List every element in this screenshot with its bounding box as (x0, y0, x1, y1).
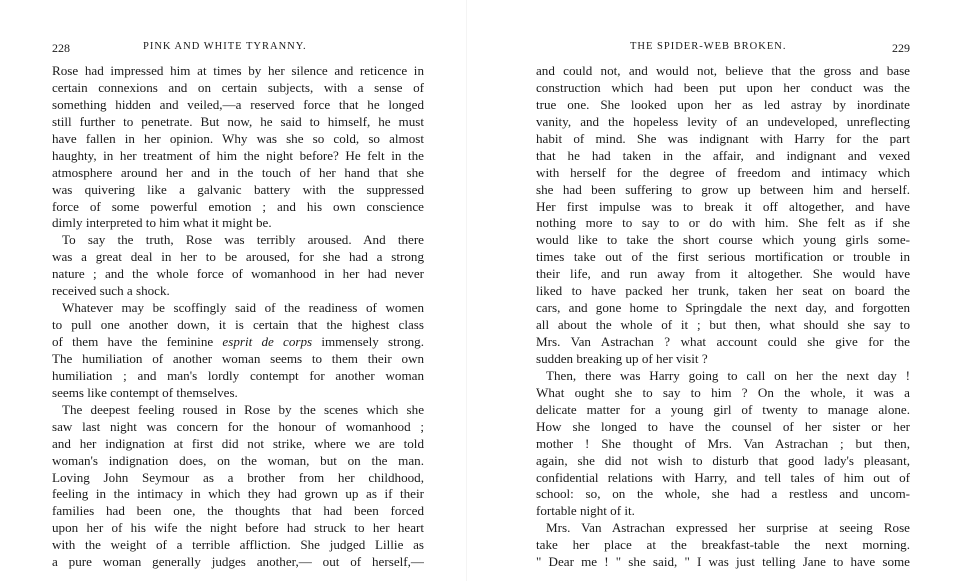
text-line: again, she did not wish to disturb that good lady's pleasant, (536, 452, 910, 468)
text-line: atmosphere around her and in the touch of her hand that she (52, 164, 424, 180)
text-line: The humiliation of another woman seems to them their own (52, 350, 424, 366)
text-line: woman's indignation does, on the woman, but on the man. (52, 452, 424, 468)
text-line: liked to have packed her trunk, taken her seat on board the (536, 283, 910, 299)
book-gutter (466, 0, 467, 581)
text-line: times take out of the first serious mortification or trouble in (536, 249, 910, 265)
text-line: families had been one, the thoughts that had been forced (52, 503, 424, 519)
text-line: take her place at the breakfast-table the next morning. (536, 537, 910, 553)
text-line: dimly interpreted to him what it might be. (52, 215, 272, 231)
text-line: construction which had been put upon her conduct was the (536, 79, 910, 95)
text-line: Loving John Seymour as a brother from her childhood, (52, 469, 424, 485)
text-line: nature ; and the whole force of womanhood in her had never (52, 266, 424, 282)
text-line: delicate matter for a young girl of twenty to manage alone. (536, 401, 910, 417)
left-page (52, 0, 424, 581)
text-line: with the weight of a terrible affliction. She judged Lillie as (52, 537, 424, 553)
text-line: received such a shock. (52, 283, 170, 299)
right-page-text (536, 63, 910, 571)
text-line: a pure woman generally judges another,— out of herself,— (52, 554, 424, 570)
text-line: upon her of his wife the night before had struck to her heart (52, 520, 424, 536)
text-line: mother ! She thought of Mrs. Van Astrachan ; but then, (536, 435, 910, 451)
right-page (536, 0, 910, 581)
text-line: was quivering like a galvanic battery with the suppressed (52, 181, 424, 197)
right-running-head (536, 41, 910, 55)
text-line: haughty, in her treatment of him the night before? He felt in the (52, 147, 424, 163)
text-line: with herself for the degree of freedom and intimacy which (536, 164, 910, 180)
text-line: all about the whole of it ; but then, what should she say to (536, 317, 910, 333)
text-line: confidential relations with Harry, and tell tales of him out of (536, 469, 910, 485)
text-line: school: so, on the whole, she had a restless and uncom- (536, 486, 910, 502)
text-line: have fallen in her opinion. Why was she so cold, so almost (52, 130, 424, 146)
text-line: saw last night was concern for the honour of womanhood ; (52, 418, 424, 434)
text-line: she had been suffering to grow up between him and herself. (536, 181, 910, 197)
text-line: seems like contempt of themselves. (52, 384, 238, 400)
text-line: " Dear me ! " she said, " I was just telling Jane to have some (536, 554, 910, 570)
right-page-number: 229 (892, 41, 910, 55)
text-line: and could not, and would not, believe that the gross and base (536, 63, 910, 78)
left-running-title: PINK AND WHITE TYRANNY. (143, 41, 307, 52)
text-line: What ought she to say to him ? On the whole, it was a (536, 384, 910, 400)
text-line: of them have the feminine esprit de corps immensely strong. (52, 334, 424, 349)
text-line: habit of mind. She was indignant with Harry for the part (536, 130, 910, 146)
left-page-text (52, 63, 424, 571)
text-line: was a great deal in her to be aroused, for she had a strong (52, 249, 424, 265)
text-line: still further to penetrate. But now, he said to himself, he must (52, 113, 424, 129)
text-line: Mrs. Van Astrachan expressed her surprise at seeing Rose (546, 520, 910, 536)
text-line: To say the truth, Rose was terribly aroused. And there (62, 232, 424, 248)
text-line: and her indignation at first did not strike, where we are told (52, 435, 424, 451)
left-running-head (52, 41, 424, 55)
right-running-title: THE SPIDER-WEB BROKEN. (630, 41, 787, 52)
text-line: would like to take the short course which young girls some- (536, 232, 910, 248)
text-line: How she longed to have the counsel of her sister or her (536, 418, 910, 434)
text-line: certain connexions and on certain subjects, with a sense of (52, 79, 424, 95)
text-line: their life, and run away from it altogether. She would have (536, 266, 910, 282)
text-line: nothing more to say to or do with him. She felt as if she (536, 215, 910, 231)
text-line: force of some powerful emotion ; and his own conscience (52, 198, 424, 214)
text-line: to pull one another down, it is certain that the highest class (52, 317, 424, 333)
text-line: Rose had impressed him at times by her silence and reticence in (52, 63, 424, 78)
text-line: humiliation ; and man's lordly contempt for another woman (52, 367, 424, 383)
text-line: fortable night of it. (536, 503, 635, 519)
text-line: Her first impulse was to break it off altogether, and have (536, 198, 910, 214)
text-line: Mrs. Van Astrachan ? what account could she give for the (536, 334, 910, 349)
text-line: Then, there was Harry going to call on her the next day ! (546, 367, 910, 383)
left-page-number: 228 (52, 41, 70, 55)
text-line: The deepest feeling roused in Rose by the scenes which she (62, 401, 424, 417)
text-line: sudden breaking up of her visit ? (536, 350, 708, 366)
text-line: that he had taken in the affair, and indignant and vexed (536, 147, 910, 163)
text-line: true one. She looked upon her as led astray by inordinate (536, 96, 910, 112)
italic-phrase: esprit de corps (222, 334, 313, 349)
text-line: cars, and gone home to Springdale the next day, and forgotten (536, 300, 910, 316)
text-line: Whatever may be scoffingly said of the readiness of women (62, 300, 424, 316)
text-line: feeling in the intimacy in which they had grown up as if their (52, 486, 424, 502)
text-line: vanity, and the hopeless levity of an undeveloped, unreflecting (536, 113, 910, 129)
text-line: something hidden and veiled,—a reserved force that he longed (52, 96, 424, 112)
